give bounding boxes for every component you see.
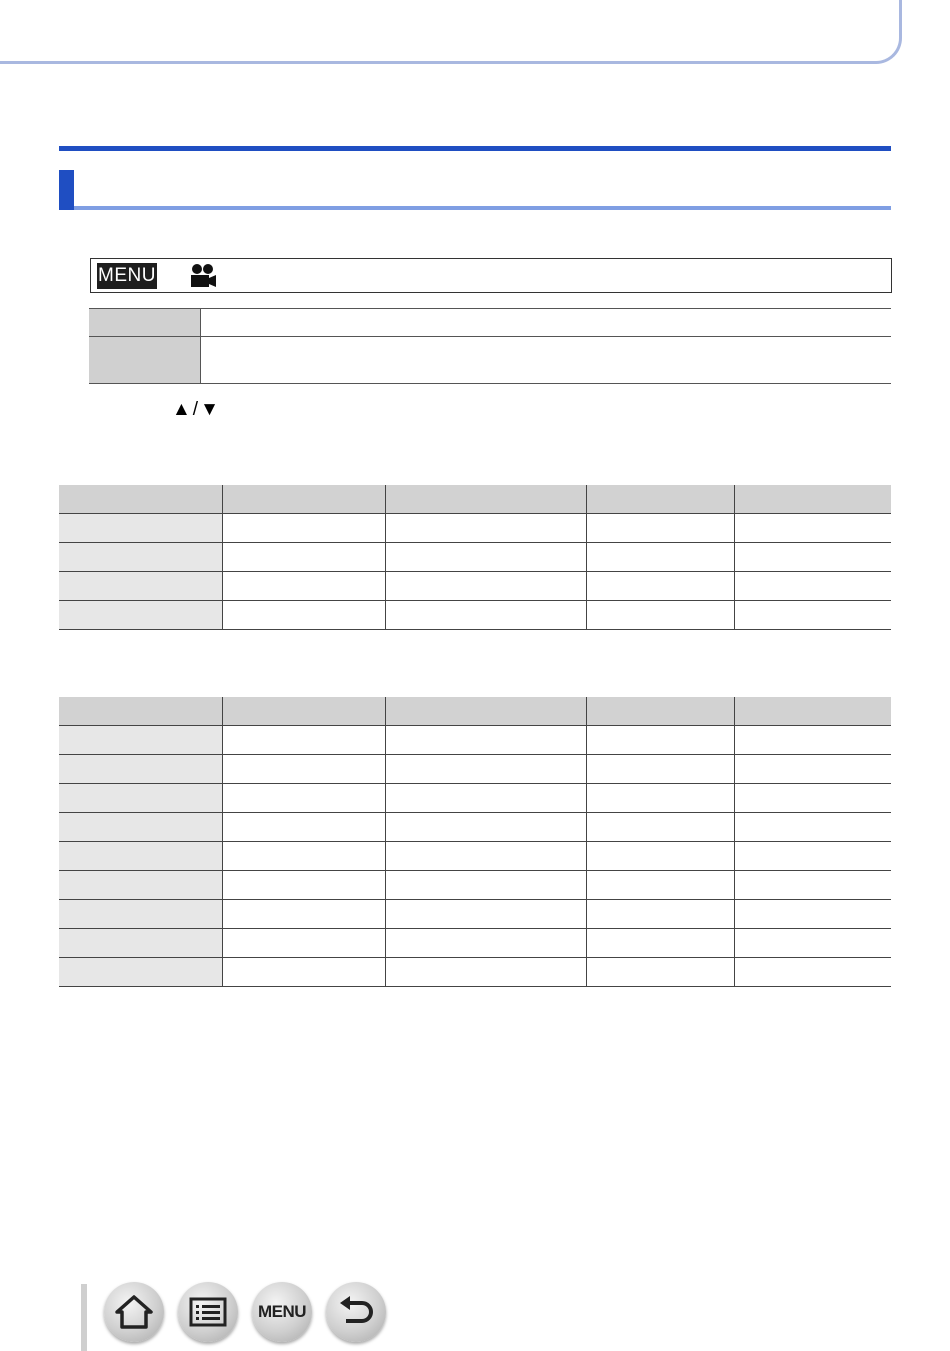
table-row [59, 543, 891, 572]
table-cell [385, 726, 586, 755]
table-cell [222, 842, 385, 871]
table-row [59, 900, 891, 929]
settings-row-label [89, 337, 201, 384]
table-cell [586, 572, 734, 601]
table-cell [222, 572, 385, 601]
menu-icon: MENU [257, 1302, 307, 1321]
table-row [59, 929, 891, 958]
home-button[interactable] [104, 1282, 164, 1342]
table-cell [586, 726, 734, 755]
back-button[interactable] [326, 1282, 386, 1342]
row-header [59, 871, 222, 900]
table-header-row [59, 697, 891, 726]
table-cell [734, 871, 891, 900]
contents-list-icon [188, 1296, 228, 1328]
column-header [385, 485, 586, 514]
table-cell [586, 958, 734, 987]
row-header [59, 572, 222, 601]
settings-row-label [89, 309, 201, 337]
table-cell [734, 929, 891, 958]
table-cell [222, 813, 385, 842]
table-cell [385, 601, 586, 630]
table-cell [734, 601, 891, 630]
settings-table [89, 308, 891, 384]
table-cell [222, 755, 385, 784]
contents-button[interactable] [178, 1282, 238, 1342]
table-cell [385, 813, 586, 842]
section-heading-marker [59, 170, 74, 210]
column-header [385, 697, 586, 726]
menu-icon: MENU [97, 263, 157, 289]
table-cell [222, 784, 385, 813]
table-cell [385, 543, 586, 572]
table-cell [586, 543, 734, 572]
table-cell [385, 958, 586, 987]
column-header [59, 485, 222, 514]
table-cell [222, 543, 385, 572]
menu-path-box [90, 258, 892, 293]
table-cell [222, 726, 385, 755]
section-heading-underline [74, 206, 891, 210]
column-header [734, 485, 891, 514]
table-cell [385, 842, 586, 871]
table-cell [734, 842, 891, 871]
table-cell [586, 929, 734, 958]
table-cell [385, 929, 586, 958]
table-row [59, 601, 891, 630]
table-cell [586, 601, 734, 630]
row-header [59, 900, 222, 929]
table-row [59, 842, 891, 871]
table-cell [734, 900, 891, 929]
table-cell [734, 813, 891, 842]
movie-camera-icon [187, 263, 217, 289]
table-cell [222, 929, 385, 958]
column-header [59, 697, 222, 726]
settings-row [89, 337, 891, 384]
table-cell [385, 900, 586, 929]
table-cell [586, 871, 734, 900]
table-cell [734, 958, 891, 987]
row-header [59, 842, 222, 871]
table-cell [586, 813, 734, 842]
table-row [59, 514, 891, 543]
table-cell [222, 601, 385, 630]
settings-row-description [201, 309, 892, 337]
table-cell [734, 726, 891, 755]
row-header [59, 784, 222, 813]
table-cell [586, 842, 734, 871]
spec-table-2 [59, 697, 891, 987]
table-row [59, 572, 891, 601]
navigation-divider [81, 1284, 87, 1351]
row-header [59, 813, 222, 842]
table-row [59, 784, 891, 813]
table-cell [586, 784, 734, 813]
row-header [59, 726, 222, 755]
table-cell [385, 514, 586, 543]
row-header [59, 958, 222, 987]
table-cell [586, 900, 734, 929]
table-cell [385, 871, 586, 900]
menu-button[interactable] [252, 1282, 312, 1342]
table-cell [385, 572, 586, 601]
table-cell [734, 755, 891, 784]
table-row [59, 871, 891, 900]
row-header [59, 543, 222, 572]
table-cell [734, 543, 891, 572]
chapter-rule [59, 146, 891, 151]
table-cell [385, 784, 586, 813]
table-cell [586, 514, 734, 543]
table-row [59, 755, 891, 784]
back-icon [336, 1295, 376, 1329]
spec-table-1 [59, 485, 891, 630]
settings-row-description [201, 337, 892, 384]
row-header [59, 929, 222, 958]
settings-row [89, 309, 891, 337]
table-cell [222, 958, 385, 987]
table-cell [734, 784, 891, 813]
column-header [586, 697, 734, 726]
table-cell [734, 572, 891, 601]
column-header [734, 697, 891, 726]
table-row [59, 958, 891, 987]
row-header [59, 601, 222, 630]
up-down-arrow-icon: ▲/▼ [172, 399, 221, 420]
section-heading [59, 170, 891, 210]
table-row [59, 813, 891, 842]
table-cell [222, 871, 385, 900]
home-icon [114, 1294, 154, 1330]
table-cell [734, 514, 891, 543]
row-header [59, 755, 222, 784]
page-header-frame [0, 0, 902, 64]
row-header [59, 514, 222, 543]
table-cell [222, 900, 385, 929]
column-header [222, 697, 385, 726]
table-header-row [59, 485, 891, 514]
table-row [59, 726, 891, 755]
table-cell [586, 755, 734, 784]
column-header [586, 485, 734, 514]
column-header [222, 485, 385, 514]
table-cell [222, 514, 385, 543]
table-cell [385, 755, 586, 784]
